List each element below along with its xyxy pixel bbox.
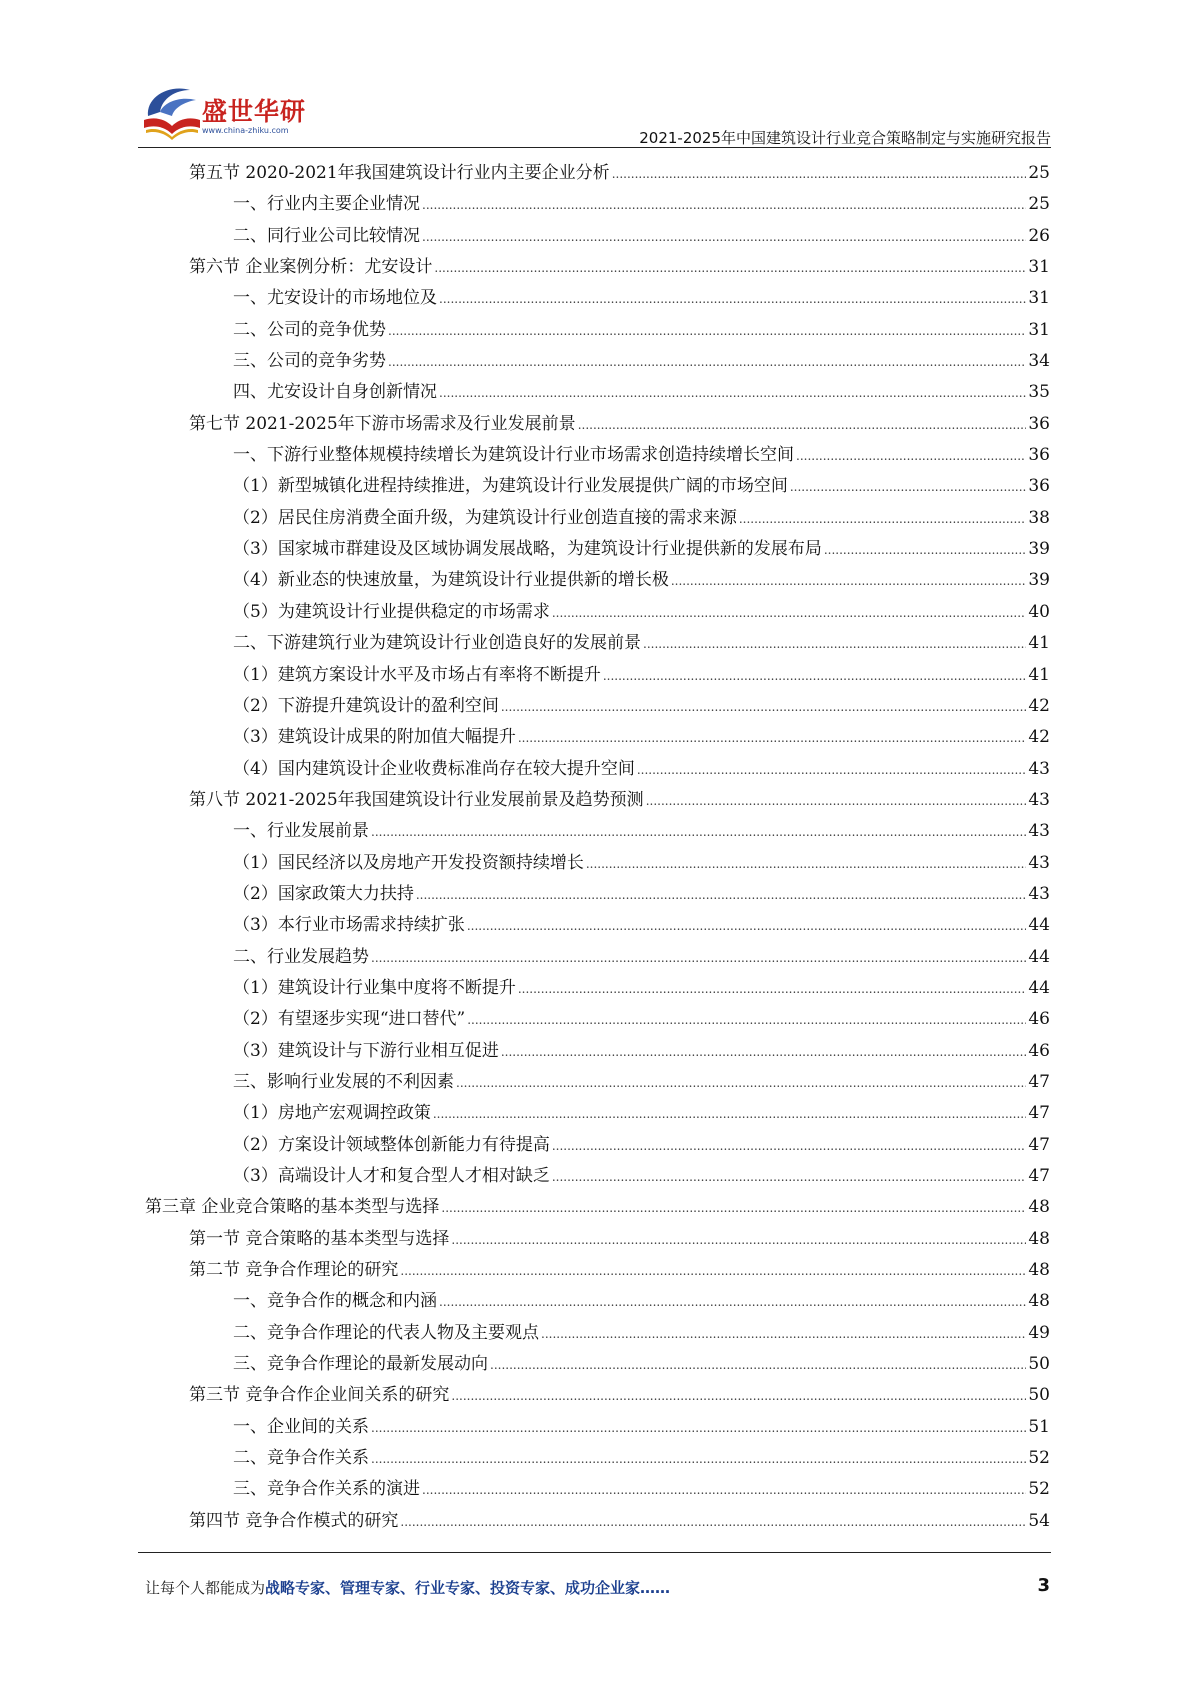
toc-entry-page-number: 25 — [1028, 163, 1050, 183]
toc-entry[interactable] — [145, 1380, 1050, 1411]
toc-dot-leader — [400, 1515, 1026, 1529]
toc-entry-title: 第三章 企业竞合策略的基本类型与选择 — [145, 1197, 440, 1218]
toc-dot-leader — [371, 951, 1026, 965]
toc-dot-leader — [739, 512, 1027, 526]
toc-entry[interactable] — [145, 973, 1050, 1004]
toc-entry-title: （2）居民住房消费全面升级，为建筑设计行业创造直接的需求来源 — [233, 507, 737, 528]
toc-entry-page-number: 43 — [1028, 883, 1050, 904]
toc-entry[interactable] — [145, 1036, 1050, 1067]
toc-dot-leader — [552, 606, 1027, 620]
toc-entry-page-number: 41 — [1028, 664, 1050, 685]
toc-dot-leader — [790, 480, 1027, 494]
toc-entry-page-number: 46 — [1028, 1009, 1050, 1030]
toc-dot-leader — [541, 1327, 1026, 1341]
toc-entry-title: （4）新业态的快速放量，为建筑设计行业提供新的增长极 — [233, 570, 669, 591]
toc-dot-leader — [451, 1233, 1026, 1247]
toc-entry-title: 一、下游行业整体规模持续增长为建筑设计行业市场需求创造持续增长空间 — [233, 445, 794, 466]
toc-entry[interactable] — [145, 879, 1050, 910]
toc-entry[interactable] — [145, 346, 1050, 377]
page-header — [140, 82, 1051, 147]
toc-entry-page-number: 31 — [1028, 288, 1050, 309]
toc-entry-page-number: 44 — [1028, 915, 1050, 936]
toc-entry-title: （2）国家政策大力扶持 — [233, 883, 414, 904]
toc-entry-page-number: 38 — [1028, 507, 1050, 528]
toc-dot-leader — [552, 1139, 1027, 1153]
toc-entry-title: 三、竞争合作理论的最新发展动向 — [233, 1354, 488, 1375]
toc-entry-title: 第八节 2021-2025年我国建筑设计行业发展前景及趋势预测 — [189, 789, 644, 810]
toc-entry-title: 第七节 2021-2025年下游市场需求及行业发展前景 — [189, 413, 576, 434]
toc-entry[interactable] — [145, 471, 1050, 502]
toc-entry-title: （3）本行业市场需求持续扩张 — [233, 915, 465, 936]
toc-entry-title: 三、竞争合作关系的演进 — [233, 1479, 420, 1500]
toc-entry[interactable] — [145, 691, 1050, 722]
toc-dot-leader — [371, 825, 1026, 839]
toc-entry[interactable] — [145, 1098, 1050, 1129]
toc-entry-title: （1）建筑方案设计水平及市场占有率将不断提升 — [233, 664, 601, 685]
toc-entry-page-number: 52 — [1028, 1448, 1050, 1469]
toc-entry[interactable] — [145, 597, 1050, 628]
toc-entry-title: 一、竞争合作的概念和内涵 — [233, 1291, 437, 1312]
toc-entry-page-number: 41 — [1028, 633, 1050, 654]
toc-entry-page-number: 48 — [1028, 1291, 1050, 1312]
toc-entry[interactable] — [145, 942, 1050, 973]
toc-entry-title: 第三节 竞争合作企业间关系的研究 — [189, 1385, 450, 1406]
toc-entry-page-number: 36 — [1028, 413, 1050, 434]
toc-entry-page-number: 36 — [1028, 476, 1050, 497]
toc-entry-page-number: 48 — [1028, 1260, 1050, 1281]
toc-dot-leader — [371, 1452, 1026, 1466]
toc-dot-leader — [824, 543, 1027, 557]
toc-entry[interactable] — [145, 1255, 1050, 1286]
toc-entry-title: （5）为建筑设计行业提供稳定的市场需求 — [233, 601, 550, 622]
report-title: 2021-2025年中国建筑设计行业竞合策略制定与实施研究报告 — [639, 129, 1051, 147]
toc-entry[interactable] — [145, 785, 1050, 816]
toc-dot-leader — [646, 794, 1027, 808]
toc-entry-title: 二、竞争合作关系 — [233, 1448, 369, 1469]
toc-entry[interactable] — [145, 1004, 1050, 1035]
toc-entry-title: （3）国家城市群建设及区域协调发展战略，为建筑设计行业提供新的发展布局 — [233, 539, 822, 560]
toc-entry-page-number: 39 — [1028, 539, 1050, 560]
toc-entry[interactable] — [145, 158, 1050, 189]
toc-entry-title: 一、行业内主要企业情况 — [233, 194, 420, 215]
toc-entry-page-number: 44 — [1028, 977, 1050, 998]
toc-dot-leader — [518, 982, 1027, 996]
toc-entry-page-number: 42 — [1028, 727, 1050, 748]
toc-entry[interactable] — [145, 221, 1050, 252]
toc-entry[interactable] — [145, 503, 1050, 534]
toc-entry-title: （1）房地产宏观调控政策 — [233, 1103, 431, 1124]
toc-dot-leader — [433, 1107, 1027, 1121]
toc-entry-title: （2）下游提升建筑设计的盈利空间 — [233, 695, 499, 716]
toc-dot-leader — [586, 857, 1027, 871]
toc-entry-title: 二、公司的竞争优势 — [233, 319, 386, 340]
toc-entry-page-number: 43 — [1028, 821, 1050, 842]
toc-entry[interactable] — [145, 816, 1050, 847]
toc-entry-page-number: 39 — [1028, 570, 1050, 591]
toc-dot-leader — [796, 449, 1026, 463]
toc-entry-title: 二、同行业公司比较情况 — [233, 225, 420, 246]
toc-entry-title: 二、行业发展趋势 — [233, 946, 369, 967]
toc-entry[interactable] — [145, 722, 1050, 753]
toc-entry[interactable] — [145, 754, 1050, 785]
page-footer — [145, 1577, 1050, 1598]
toc-dot-leader — [441, 1201, 1026, 1215]
toc-entry[interactable] — [145, 189, 1050, 220]
toc-entry-page-number: 35 — [1028, 382, 1050, 403]
toc-entry-title: 一、尤安设计的市场地位及 — [233, 288, 437, 309]
toc-entry-page-number: 26 — [1028, 225, 1050, 246]
footer-slogan-prefix: 让每个人都能成为 — [145, 1579, 266, 1597]
toc-entry-page-number: 42 — [1028, 695, 1050, 716]
toc-entry-page-number: 43 — [1028, 852, 1050, 873]
toc-entry-title: 四、尤安设计自身创新情况 — [233, 382, 437, 403]
toc-entry[interactable] — [145, 409, 1050, 440]
toc-entry[interactable] — [145, 283, 1050, 314]
toc-entry-page-number: 47 — [1028, 1134, 1050, 1155]
toc-dot-leader — [416, 888, 1027, 902]
toc-entry-page-number: 48 — [1028, 1228, 1050, 1249]
toc-dot-leader — [501, 700, 1027, 714]
toc-entry[interactable] — [145, 440, 1050, 471]
toc-entry-title: 第五节 2020-2021年我国建筑设计行业内主要企业分析 — [189, 163, 610, 183]
toc-dot-leader — [637, 763, 1027, 777]
toc-entry[interactable] — [145, 1130, 1050, 1161]
toc-entry[interactable] — [145, 1349, 1050, 1380]
toc-entry-title: （3）高端设计人才和复合型人才相对缺乏 — [233, 1166, 550, 1186]
toc-entry[interactable] — [145, 910, 1050, 941]
toc-dot-leader — [490, 1358, 1026, 1372]
toc-entry-page-number: 47 — [1028, 1071, 1050, 1092]
toc-entry[interactable] — [145, 315, 1050, 346]
toc-entry-title: （3）建筑设计与下游行业相互促进 — [233, 1040, 499, 1061]
footer-slogan-highlight: 战略专家、管理专家、行业专家、投资专家、成功企业家…… — [265, 1579, 671, 1597]
toc-entry[interactable] — [145, 377, 1050, 408]
toc-entry-title: （2）方案设计领域整体创新能力有待提高 — [233, 1134, 550, 1155]
toc-entry-page-number: 31 — [1028, 319, 1050, 340]
toc-dot-leader — [643, 637, 1026, 651]
toc-entry-title: 三、影响行业发展的不利因素 — [233, 1071, 454, 1092]
toc-entry-page-number: 47 — [1028, 1103, 1050, 1124]
footer-divider — [138, 1552, 1051, 1553]
toc-entry-title: 一、企业间的关系 — [233, 1416, 369, 1437]
toc-entry-title: 二、竞争合作理论的代表人物及主要观点 — [233, 1322, 539, 1343]
logo-brand-name: 盛世华研 — [202, 97, 307, 126]
toc-entry-title: （1）建筑设计行业集中度将不断提升 — [233, 977, 516, 998]
toc-entry[interactable] — [145, 660, 1050, 691]
toc-dot-leader — [439, 386, 1026, 400]
book-swoosh-logo-icon — [140, 82, 204, 144]
toc-dot-leader — [422, 198, 1026, 212]
toc-entry[interactable] — [145, 252, 1050, 283]
toc-dot-leader — [671, 574, 1027, 588]
toc-dot-leader — [456, 1076, 1026, 1090]
toc-dot-leader — [467, 1013, 1026, 1027]
toc-entry-page-number: 31 — [1028, 257, 1050, 278]
toc-dot-leader — [388, 324, 1026, 338]
toc-entry-page-number: 50 — [1028, 1354, 1050, 1375]
toc-dot-leader — [371, 1421, 1026, 1435]
toc-entry-title: 二、下游建筑行业为建筑设计行业创造良好的发展前景 — [233, 633, 641, 654]
toc-dot-leader — [451, 1389, 1026, 1403]
table-of-contents — [145, 158, 1050, 1537]
toc-entry-title: （2）有望逐步实现“进口替代” — [233, 1009, 466, 1030]
toc-entry-title: （1）新型城镇化进程持续推进，为建筑设计行业发展提供广阔的市场空间 — [233, 476, 788, 497]
toc-entry-title: 第六节 企业案例分析：尤安设计 — [189, 257, 433, 278]
toc-entry-page-number: 44 — [1028, 946, 1050, 967]
toc-dot-leader — [422, 230, 1026, 244]
toc-entry-page-number: 43 — [1028, 789, 1050, 810]
toc-entry[interactable] — [145, 1474, 1050, 1505]
toc-entry-page-number: 47 — [1028, 1166, 1050, 1186]
toc-entry-page-number: 54 — [1028, 1510, 1050, 1531]
toc-dot-leader — [612, 167, 1027, 181]
toc-entry-title: （4）国内建筑设计企业收费标准尚存在较大提升空间 — [233, 758, 635, 779]
toc-dot-leader — [467, 919, 1027, 933]
toc-entry-title: 第四节 竞争合作模式的研究 — [189, 1510, 399, 1531]
toc-entry-title: 一、行业发展前景 — [233, 821, 369, 842]
toc-entry-page-number: 25 — [1028, 194, 1050, 215]
toc-entry-page-number: 50 — [1028, 1385, 1050, 1406]
toc-dot-leader — [552, 1170, 1027, 1184]
toc-entry[interactable] — [145, 534, 1050, 565]
toc-dot-leader — [422, 1483, 1026, 1497]
toc-entry[interactable] — [145, 1192, 1050, 1223]
toc-entry-page-number: 46 — [1028, 1040, 1050, 1061]
toc-entry-title: 三、公司的竞争劣势 — [233, 351, 386, 372]
toc-dot-leader — [400, 1264, 1026, 1278]
toc-entry[interactable] — [145, 848, 1050, 879]
toc-dot-leader — [388, 355, 1026, 369]
toc-entry[interactable] — [145, 565, 1050, 596]
toc-entry[interactable] — [145, 628, 1050, 659]
company-logo — [140, 82, 340, 144]
toc-entry-page-number: 34 — [1028, 351, 1050, 372]
toc-entry-title: （1）国民经济以及房地产开发投资额持续增长 — [233, 852, 584, 873]
toc-dot-leader — [501, 1045, 1027, 1059]
page-number: 3 — [1037, 1575, 1050, 1596]
logo-website-url: www.china-zhiku.com — [202, 126, 289, 135]
toc-entry-page-number: 48 — [1028, 1197, 1050, 1218]
toc-dot-leader — [603, 669, 1027, 683]
toc-entry-title: 第二节 竞争合作理论的研究 — [189, 1260, 399, 1281]
toc-entry-page-number: 52 — [1028, 1479, 1050, 1500]
toc-entry[interactable] — [145, 1506, 1050, 1537]
toc-entry-page-number: 36 — [1028, 445, 1050, 466]
toc-entry-page-number: 49 — [1028, 1322, 1050, 1343]
toc-dot-leader — [518, 731, 1027, 745]
header-divider — [138, 147, 1051, 148]
toc-entry[interactable] — [145, 1412, 1050, 1443]
toc-entry-page-number: 51 — [1028, 1416, 1050, 1437]
toc-entry-title: （3）建筑设计成果的附加值大幅提升 — [233, 727, 516, 748]
toc-entry[interactable] — [145, 1224, 1050, 1255]
toc-entry-page-number: 40 — [1028, 601, 1050, 622]
toc-entry-title: 第一节 竞合策略的基本类型与选择 — [189, 1228, 450, 1249]
toc-dot-leader — [434, 261, 1026, 275]
toc-entry[interactable] — [145, 1286, 1050, 1317]
toc-entry[interactable] — [145, 1067, 1050, 1098]
toc-dot-leader — [578, 418, 1027, 432]
toc-entry[interactable] — [145, 1161, 1050, 1192]
toc-dot-leader — [439, 1295, 1026, 1309]
toc-entry[interactable] — [145, 1318, 1050, 1349]
toc-dot-leader — [439, 292, 1026, 306]
toc-entry[interactable] — [145, 1443, 1050, 1474]
toc-entry-page-number: 43 — [1028, 758, 1050, 779]
